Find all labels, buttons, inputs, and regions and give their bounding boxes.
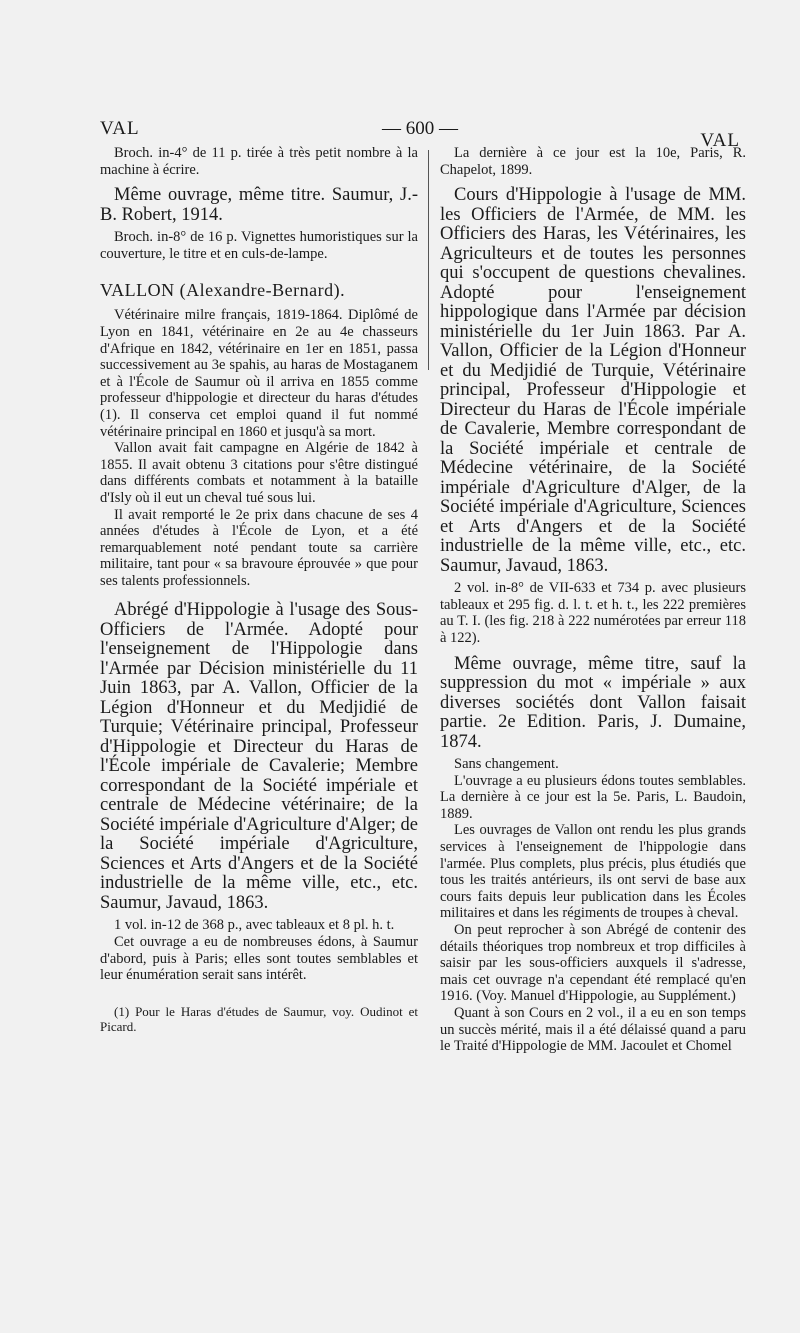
- footnote: (1) Pour le Haras d'études de Saumur, voy. Oudinot et Picard.: [100, 1003, 418, 1034]
- page-number: — 600 —: [382, 118, 458, 139]
- entry-cours-hippologie: Cours d'Hippologie à l'usage de MM. les Officiers de l'Armée, de MM. les Officiers des Haras, les Vétérinaires, les Agriculteurs et de toutes les personnes qui s'occupent de questions chevalines. Adopté pour l'enseignement hippologique dans l'Armée par décision ministérielle du 1er Juin 1863. Par A. Vallon, Officier de la Légion d'Honneur et du Medjidié de Turquie, Vétérinaire principal, Professeur d'Hippologie et Directeur du Haras de l'École impériale de Cavalerie, Membre correspondant de la Société impériale et centrale de Médecine vétérinaire, de la Société impériale d'Agriculture d'Alger, de la Société impériale d'Agriculture, Sciences et Arts d'Angers et de la Société industrielle de la même ville, etc., etc. Saumur, Javaud, 1863.: [440, 185, 746, 576]
- entry-cours-description: 2 vol. in-8° de VII-633 et 734 p. avec plusieurs tableaux et 295 fig. d. l. t. et h. t., les 222 premières au T. I. (les fig. 218 à 222 numérotées par erreur 118 à 122).: [440, 580, 746, 646]
- column-divider: [428, 150, 429, 370]
- pamphlet-description-2: Broch. in-8° de 16 p. Vignettes humoristiques sur la couverture, le titre et en culs-de-lampe.: [100, 229, 418, 262]
- biography-paragraph-2: Vallon avait fait campagne en Algérie de 1842 à 1855. Il avait obtenu 3 citations pour s'être distingué dans différents combats et notamment à la bataille d'Isly où il eut un cheval tué sous lui.: [100, 440, 418, 506]
- right-column: [440, 145, 746, 1055]
- commentary-reproach: On peut reprocher à son Abrégé de contenir des détails théoriques trop nombreux et trop difficiles à saisir par les sous-officiers auxquels il s'adresse, mais cet ouvrage n'a cependant été remplacé qu'en 1916. (Voy. Manuel d'Hippologie, au Supplément.): [440, 922, 746, 1005]
- pamphlet-description: Broch. in-4° de 11 p. tirée à très petit nombre à la machine à écrire.: [100, 145, 418, 178]
- entry-2nd-edition-description: Sans changement.: [454, 756, 559, 773]
- biography-paragraph-1: Vétérinaire milre français, 1819-1864. Diplômé de Lyon en 1841, vétérinaire en 2e au 4e chasseurs d'Afrique en 1842, vétérinaire en 1er en 1851, passa successivement au 3e spahis, au haras de Mostaganem et à l'École de Saumur où il arriva en 1855 comme professeur d'hippologie et directeur du haras d'études (1). Il conserva cet emploi quand il fut nommé vétérinaire principal en 1860 et jusqu'à sa mort.: [100, 307, 418, 440]
- entry-2nd-edition-note: L'ouvrage a eu plusieurs édons toutes semblables. La dernière à ce jour est la 5e. Paris, L. Baudoin, 1889.: [440, 772, 746, 822]
- entry-cours-2nd-edition: Même ouvrage, même titre, sauf la suppression du mot « impériale » aux diverses sociétés dont Vallon faisait partie. 2e Edition. Paris, J. Dumaine, 1874.: [440, 653, 746, 752]
- page-header: [100, 114, 740, 151]
- biography-paragraph-3: Il avait remporté le 2e prix dans chacune de ses 4 années d'études à l'École de Lyon, et a été remarquablement noté pendant toute sa carrière militaire, tant pour « sa bravoure éprouvée » que pour ses talents professionnels.: [100, 506, 418, 589]
- entry-same-work-1914: Même ouvrage, même titre. Saumur, J.-B. Robert, 1914.: [100, 185, 418, 225]
- last-edition-note: La dernière à ce jour est la 10e, Paris, R. Chapelot, 1899.: [440, 145, 746, 178]
- left-column: [100, 145, 418, 1034]
- entry-abrege-note: Cet ouvrage a eu de nombreuses édons, à Saumur d'abord, puis à Paris; elles sont toutes semblables et leur énumération serait sans intérêt.: [100, 934, 418, 984]
- commentary-cours: Quant à son Cours en 2 vol., il a eu en son temps un succès mérité, mais il a été délaissé quand a paru le Traité d'Hippologie de MM. Jacoulet et Chomel: [440, 1004, 746, 1055]
- commentary-services: Les ouvrages de Vallon ont rendu les plus grands services à l'enseignement de l'hippologie dans l'armée. Plus complets, plus précis, plus étudiés que tous les traités antérieurs, ils ont servi de base aux cours faits depuis leur publication dans les Écoles militaires et dans les régiments de troupes à cheval.: [440, 822, 746, 922]
- entry-abrege-description: 1 vol. in-12 de 368 p., avec tableaux et 8 pl. h. t.: [114, 917, 395, 934]
- running-head-right: VAL: [700, 130, 740, 151]
- author-heading: VALLON (Alexandre-Bernard).: [100, 280, 346, 301]
- entry-abrege-hippologie: Abrégé d'Hippologie à l'usage des Sous-Officiers de l'Armée. Adopté pour l'enseignement de l'Hippologie dans l'Armée par Décision ministérielle du 11 Juin 1863, par A. Vallon, Officier de la Légion d'Honneur et du Medjidié de Turquie; Vétérinaire principal, Professeur d'Hippologie et Directeur du Haras de l'École impériale de Cavalerie; Membre correspondant de la Société impériale et centrale de Médecine vétérinaire; de la Société impériale d'Agriculture d'Alger; de la Société impériale d'Agriculture, Sciences et Arts d'Angers et de la Société industrielle de la même ville, etc., etc. Saumur, Javaud, 1863.: [100, 600, 418, 913]
- running-head-left: VAL: [100, 118, 140, 139]
